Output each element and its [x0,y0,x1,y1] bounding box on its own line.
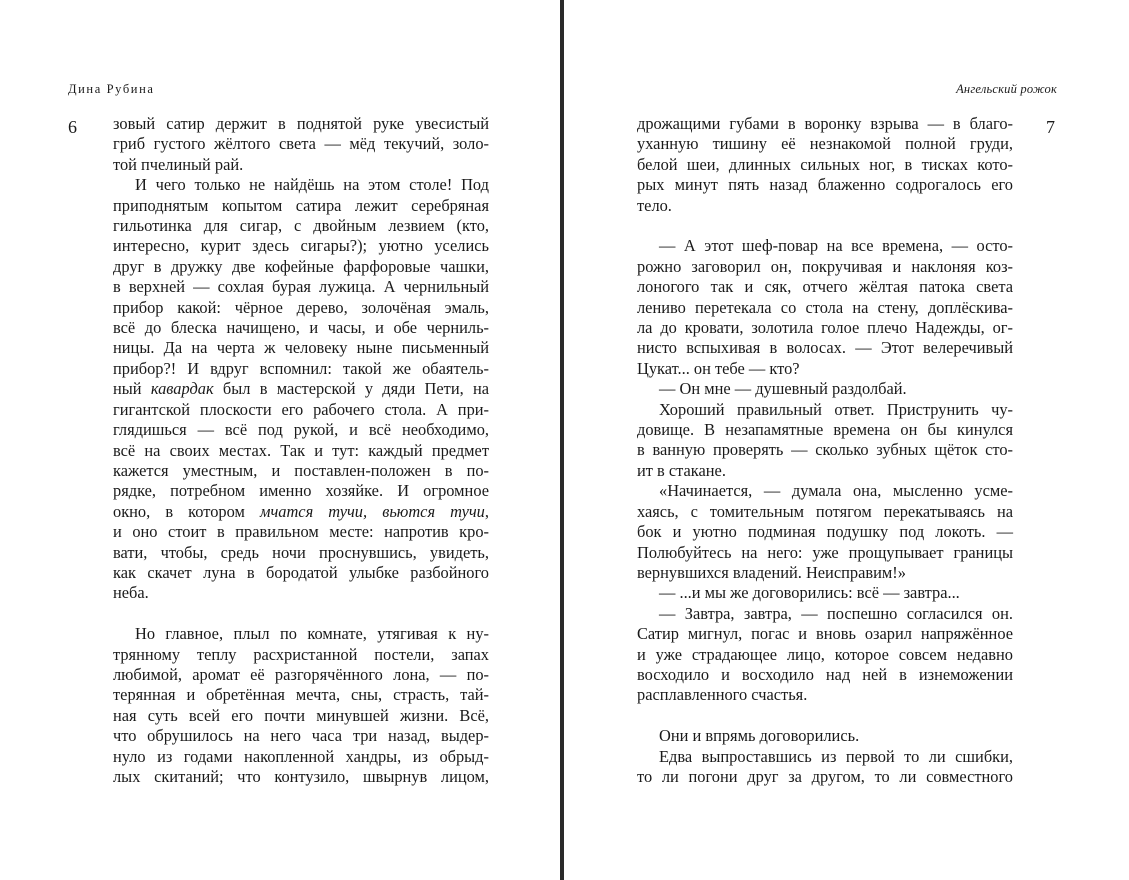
text-line: рядке, потребном именно хозяйке. И огромное [113,481,489,501]
text-line: ла до кровати, золотила голое плечо Надежды, ог- [637,318,1013,338]
text-line: белой шеи, длинных сильных ног, в тисках кото- [637,154,1013,174]
text-line: Но главное, плыл по комнате, утягивая к ну- [135,624,489,644]
right-page [565,0,1129,880]
text-line: — Завтра, завтра, — поспешно согласился он. [659,603,1013,623]
running-head-title: Ангельский рожок [956,82,1057,96]
text-line: рых минут пять назад блаженно содрогалось его [637,175,1013,195]
text-line: довище. В незапамятные времена он бы кинулся [637,420,1013,440]
text-line: в ванную проверять — сколько зубных щёток сто- [637,440,1013,460]
text-line: любимой, аромат её разгорячённого лона, — по- [113,664,489,684]
text-line: интересно, курит здесь сигары?); уютно уселись [113,236,489,256]
text-line: бок и уютно подминая подушку под локоть. — [637,522,1013,542]
text-line: «Начинается, — думала она, мысленно усме- [659,481,1013,501]
text-line: прибор какой: чёрное дерево, золочёная эмаль, [113,297,489,317]
page-text [637,114,1013,787]
text-line: гильотинка для сигар, с двойным лезвием (кто, [113,216,489,236]
text-line: Едва выпроставшись из первой то ли сшибки, [659,746,1013,766]
text-line: гигантской плоскости его рабочего стола. А при- [113,399,489,419]
text-segment: , [484,501,489,521]
text-line: терянная и обретённая мечта, сны, страсть, тай- [113,685,489,705]
text-line: ная суть всей его почти минувшей жизни. Всё, [113,705,489,725]
text-line: прибор?! И вдруг вспомнил: такой же обаятель- [113,358,489,378]
section-break [113,604,489,624]
text-line: расплавленного счастья. [637,685,808,705]
text-line: лых скитаний; что контузило, швырнув лицом, [113,766,489,786]
text-line: — ...и мы же договорились: всё — завтра... [659,583,960,603]
section-break [637,706,1013,726]
text-line: нуло из годами накопленной хандры, из обрыд- [113,746,489,766]
text-line: хаясь, с томительным потягом перекатываясь на [637,501,1013,521]
text-line: вати, чтобы, средь ночи проснувшись, увидеть, [113,542,489,562]
running-head-author: Дина Рубина [68,82,155,96]
text-line: всё до блеска начищено, и часы, и обе черниль- [113,318,489,338]
text-line: дрожащими губами в воронку взрыва — в благо- [637,114,1013,133]
text-line: и уже страдающее лицо, которое совсем недавно [637,644,1013,664]
text-line: ницы. Да на черта ж человеку ныне письменный [113,338,489,358]
text-line: нисто вспыхивая в волосах. — Этот велеречивый [637,338,1013,358]
text-line: И чего только не найдёшь на этом столе! Под [135,175,489,195]
text-line: вернувшихся владений. Неисправим!» [637,562,906,582]
text-line: Полюбуйтесь на него: уже прощупывает границы [637,542,1013,562]
text-line: то ли погони друг за другом, то ли совместного [637,766,1013,786]
text-line: друг в дружку две кофейные фарфоровые чашки, [113,256,489,276]
book-spine-gutter [560,0,564,880]
section-break [637,216,1013,236]
text-segment: был в мастерской у дяди Пети, на [222,379,489,399]
text-line: восходило и восходило над ней в изнеможении [637,664,1013,684]
text-line: Цукат... он тебе — кто? [637,358,800,378]
text-line [113,502,489,522]
text-line: зовый сатир держит в поднятой руке увесистый [113,114,489,133]
text-line: в верхней — сохлая бурая лужица. А чернильный [113,277,489,297]
text-line: той пчелиный рай. [113,154,244,174]
text-line: уханную тишину её незнакомой полной груди, [637,134,1013,154]
italic-text-segment: мчатся тучи, вьются тучи [259,501,485,521]
text-line: рожно заговорил он, покручивая и наклоняя коз- [637,256,1013,276]
text-line: тело. [637,195,672,215]
page-text [113,114,489,787]
page-number: 7 [1046,117,1055,137]
text-line: — А этот шеф-повар на все времена, — осто- [659,236,1013,256]
text-line: приподнятым копытом сатира лежит серебряная [113,195,489,215]
text-line: кажется уместным, и поставлен-положен в по- [113,460,489,480]
text-line: лениво перетекала со стола на стену, доплёскива- [637,297,1013,317]
text-line: — Он мне — душевный раздолбай. [659,379,907,399]
text-line: что обрушилось на него часа три назад, выдер- [113,726,489,746]
text-line: ит в стакане. [637,460,726,480]
text-line: всё на своих местах. Так и тут: каждый предмет [113,440,489,460]
text-line: неба. [113,583,149,603]
text-line: как скачет луна в бородатой улыбке разбойного [113,562,489,582]
left-page [0,0,560,880]
text-segment: ный [113,379,142,399]
text-line: гриб густого жёлтого света — мёд текучий, золо- [113,134,489,154]
text-segment: окно, в котором [113,501,245,521]
page-number: 6 [68,117,77,137]
text-line: глядишься — всё под рукой, и всё необходимо, [113,420,489,440]
text-line: и оно стоит в правильном месте: напротив кро- [113,522,489,542]
text-line: лоногого так и сяк, отчего жёлтая патока света [637,277,1013,297]
text-line [113,379,489,399]
text-line: Сатир мигнул, погас и вновь озарил напряжённое [637,624,1013,644]
text-line: Хороший правильный ответ. Приструнить чу- [659,399,1013,419]
text-line: трянному теплу расхристанной постели, запах [113,644,489,664]
italic-text-segment: кавардак [150,379,214,399]
text-line: Они и впрямь договорились. [659,726,860,746]
